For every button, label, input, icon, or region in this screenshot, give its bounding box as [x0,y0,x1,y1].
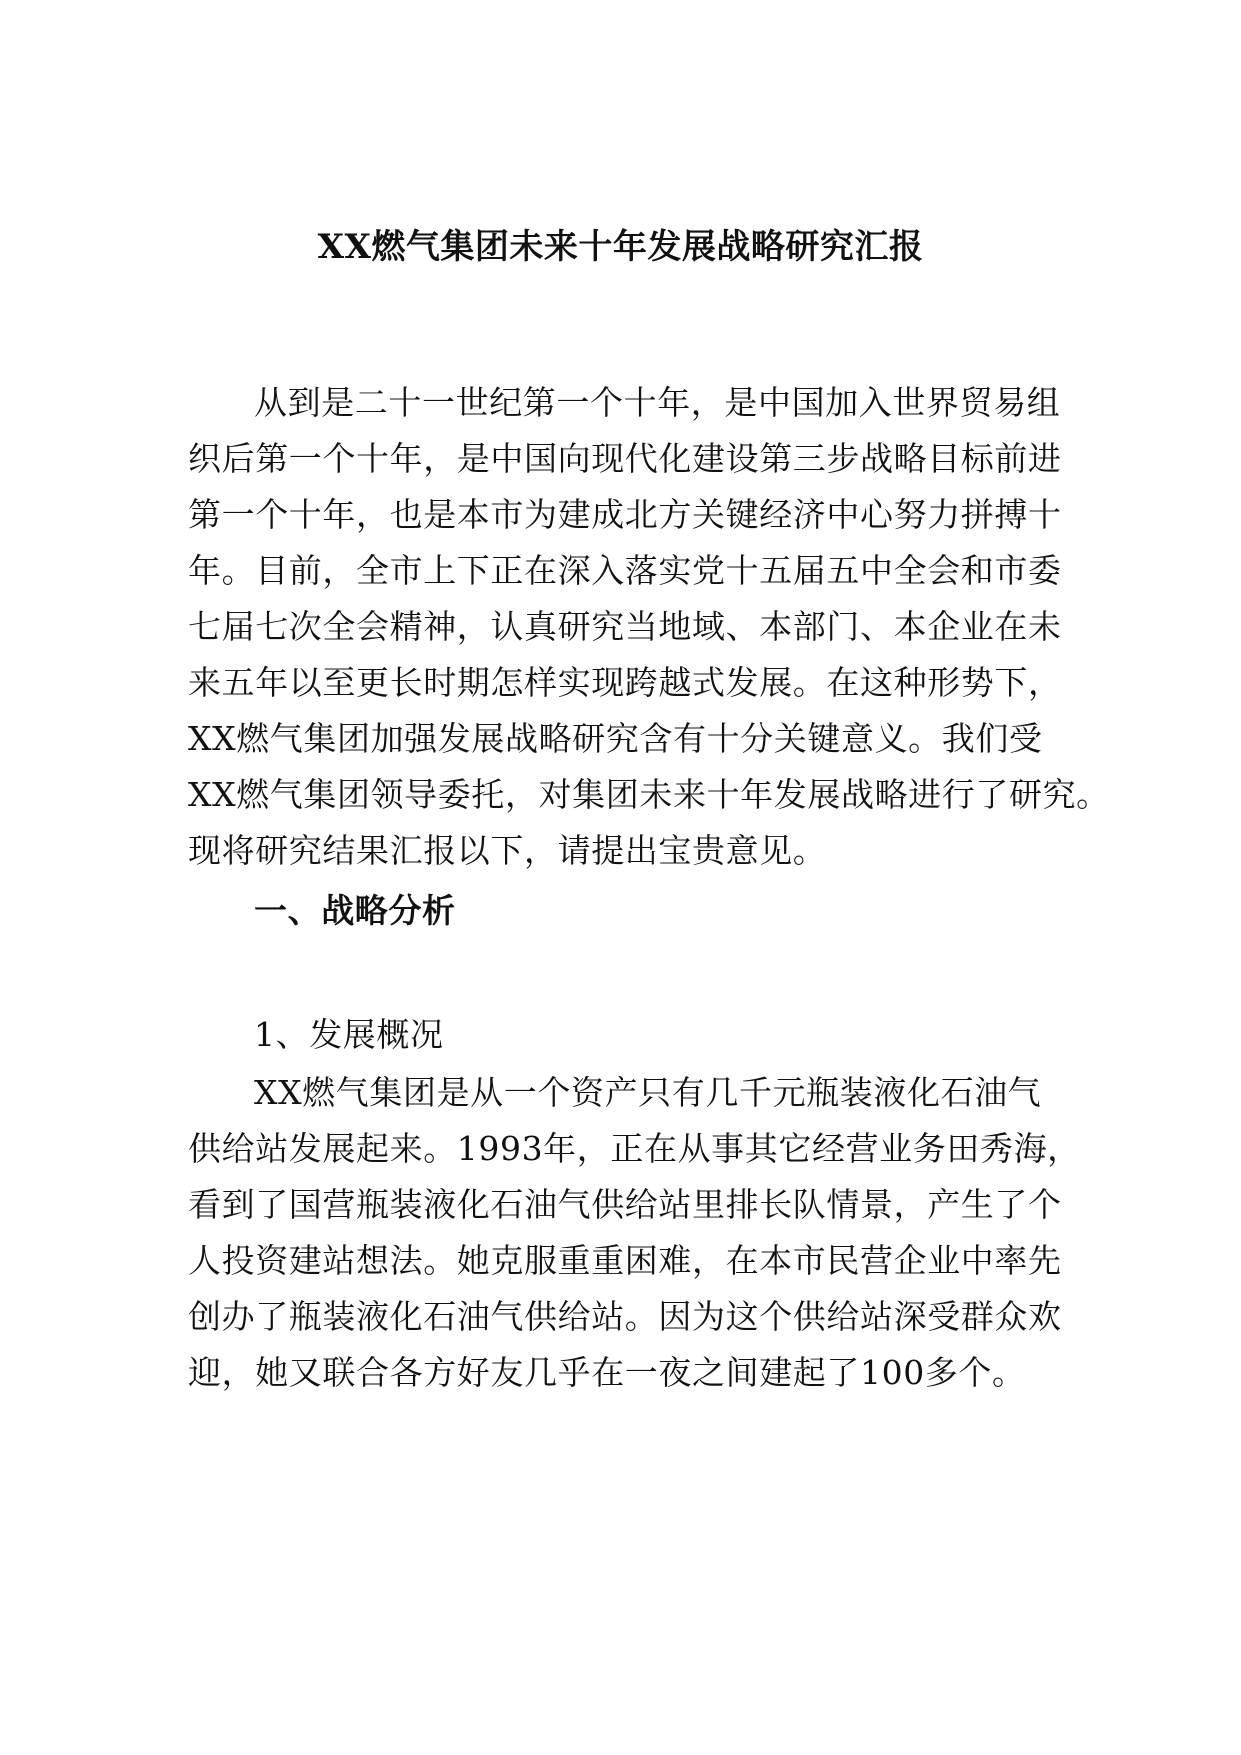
intro-line-4: 年。目前，全市上下正在深入落实党十五届五中全会和市委 [188,551,1062,590]
intro-line-5: 七届七次全会精神，认真研究当地域、本部门、本企业在未 [188,607,1062,646]
body-line-2: 供给站发展起来。1993年，正在从事其它经营业务田秀海， [188,1129,1081,1168]
subsection-heading: 1、发展概况 [254,1015,444,1054]
section-heading: 一、战略分析 [254,891,456,930]
document-title: XX燃气集团未来十年发展战略研究汇报 [317,227,924,267]
intro-line-8: XX燃气集团领导委托，对集团未来十年发展战略进行了研究。 [188,775,1110,814]
body-line-4: 人投资建站想法。她克服重重困难，在本市民营企业中率先 [188,1241,1062,1280]
intro-line-2: 织后第一个十年，是中国向现代化建设第三步战略目标前进 [188,439,1062,478]
intro-line-6: 来五年以至更长时期怎样实现跨越式发展。在这种形势下， [188,663,1062,702]
intro-line-3: 第一个十年，也是本市为建成北方关键经济中心努力拼搏十 [188,495,1062,534]
intro-line-7: XX燃气集团加强发展战略研究含有十分关键意义。我们受 [188,719,1043,758]
intro-line-9: 现将研究结果汇报以下，请提出宝贵意见。 [188,831,827,870]
body-line-3: 看到了国营瓶装液化石油气供给站里排长队情景，产生了个 [188,1185,1062,1224]
body-line-6: 迎，她又联合各方好友几乎在一夜之间建起了100多个。 [188,1353,1026,1392]
body-line-1: XX燃气集团是从一个资产只有几千元瓶装液化石油气 [254,1073,1042,1112]
body-line-5: 创办了瓶装液化石油气供给站。因为这个供给站深受群众欢 [188,1297,1062,1336]
intro-line-1: 从到是二十一世纪第一个十年，是中国加入世界贸易组 [254,383,1061,422]
